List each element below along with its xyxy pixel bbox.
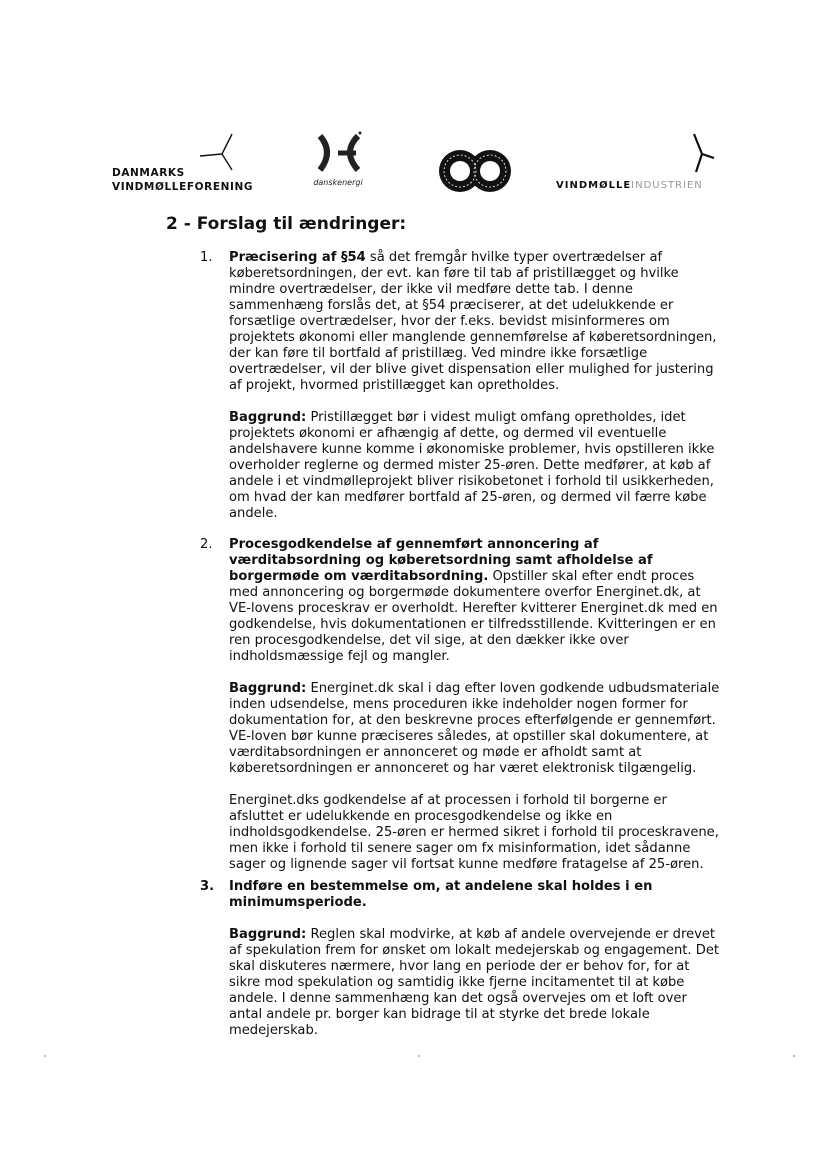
background-text: Energinet.dk skal i dag efter loven godkende udbudsmateriale inden udsendelse, mens proceduren ikke indeholder nogen former for dokumentation for, at den beskrevne proces efterfølgende er gennemført. VE-loven bør kunne præciseres således, at opstiller skal dokumentere, at værditabsordningen er annonceret og møde er afholdt samt at køberetsordningen er annonceret og har været elektronisk tilgængelig. (229, 681, 720, 776)
proposal-item-3 (200, 879, 722, 1039)
item-number: 1. (200, 250, 213, 265)
background-text: Reglen skal modvirke, at køb af andele overvejende er drevet af spekulation frem for ønsket om lokalt medejerskab og engagement. Det skal diskuteres nærmere, hvor lang en periode der er behov for, for at sikre mod spekulation og samtidig ikke fjerne incitamentet til at købe andele. I denne sammenhæng kan det også overvejes om et loft over antal andele pr. borger kan bidrage til at styrke det brede lokale medejerskab. (229, 927, 720, 1038)
scan-speck (44, 1055, 46, 1057)
vi-dark: VINDMØLLE (556, 180, 632, 191)
background-text: Pristillægget bør i videst muligt omfang opretholdes, idet projektets økonomi er afhængig af dette, og dermed vil eventuelle andelshavere kunne komme i økonomiske problemer, hvis opstilleren ikke overholder reglerne og dermed mister 25-øren. Dette medfører, at køb af andele i et vindmølleprojekt bliver risikobetonet i forhold til usikkerheden, om hvad der kan medfører bortfald af 25-øren, og dermed vil færre købe andele. (229, 410, 715, 521)
proposal-item-1 (200, 250, 722, 522)
item-background (229, 410, 722, 522)
scan-speck (793, 1055, 795, 1057)
item-text: Opstiller skal efter endt proces med annoncering og borgermøde dokumentere overfor Energinet.dk, at VE-lovens proceskrav er overholdt. Herefter kvitterer Energinet.dk med en godkendelse, hvis dokumentationen er tilfredsstillende. Kvitteringen er en ren procesgodkendelse, det vil sige, at den dækker ikke over indholdsmæssige fejl og mangler. (229, 569, 718, 664)
item-extra-paragraph: Energinet.dks godkendelse af at processen i forhold til borgerne er afsluttet er udelukkende en procesgodkendelse og ikke en indholdsgodkendelse. 25-øren er hermed sikret i forhold til proceskravene, men ikke i forhold til senere sager om fx misinformation, idet sådanne sager og lignende sager vil fortsat kunne medføre fratagelse af 25-øren. (229, 793, 719, 872)
item-body (229, 250, 722, 394)
proposal-item-2 (200, 537, 722, 873)
proposal-list (200, 250, 722, 1039)
item-title: Indføre en bestemmelse om, at andelene skal holdes i en minimumsperiode. (229, 879, 653, 910)
section-heading: 2 - Forslag til ændringer: (166, 214, 407, 234)
item-title: Præcisering af §54 (229, 250, 366, 265)
vi-wordmark (556, 180, 703, 191)
scan-speck (418, 1055, 420, 1057)
logo-bar (0, 128, 827, 198)
double-circle-seal-icon (438, 148, 512, 194)
vi-light: INDUSTRIEN (631, 180, 703, 191)
item-body (229, 537, 722, 665)
dvf-line2: VINDMØLLEFORENING (112, 181, 254, 193)
turbine-blades-icon (692, 132, 716, 176)
item-background (229, 927, 722, 1039)
round-seal-logo (438, 148, 512, 194)
item-number: 3. (200, 879, 215, 894)
danskenergi-caption: danskenergi (313, 178, 363, 187)
danmarks-vindmoelleforening-logo (112, 132, 252, 194)
item-number: 2. (200, 537, 213, 552)
dvf-line1: DANMARKS (112, 167, 185, 179)
danskenergi-mark-icon (316, 130, 362, 176)
item-body (229, 879, 722, 911)
background-label: Baggrund: (229, 410, 307, 425)
background-label: Baggrund: (229, 927, 307, 942)
background-label: Baggrund: (229, 681, 307, 696)
item-text: så det fremgår hvilke typer overtrædelser af køberetsordningen, der evt. kan føre til tab af pristillægget og hvilke mindre overtrædelser, der ikke vil medføre dette tab. I denne sammenhæng forslås det, at §54 præciserer, at det udelukkende er forsætlige overtrædelser, hvor der f.eks. bevidst misinformeres om projektets økonomi eller manglende gennemførelse af køberetsordningen, der kan føre til bortfald af pristillæg. Ved mindre ikke forsætlige overtrædelser, vil der blive givet dispensation eller mulighed for justering af projekt, hvormed pristillægget kan opretholdes. (229, 250, 717, 393)
item-title: Procesgodkendelse af gennemført annoncering af værditabsordning og køberetsordning samt afholdelse af borgermøde om værditabsordning. (229, 537, 653, 584)
item-background (229, 681, 722, 777)
vindmoelleindustrien-logo (556, 132, 716, 194)
danskenergi-logo (302, 130, 372, 192)
